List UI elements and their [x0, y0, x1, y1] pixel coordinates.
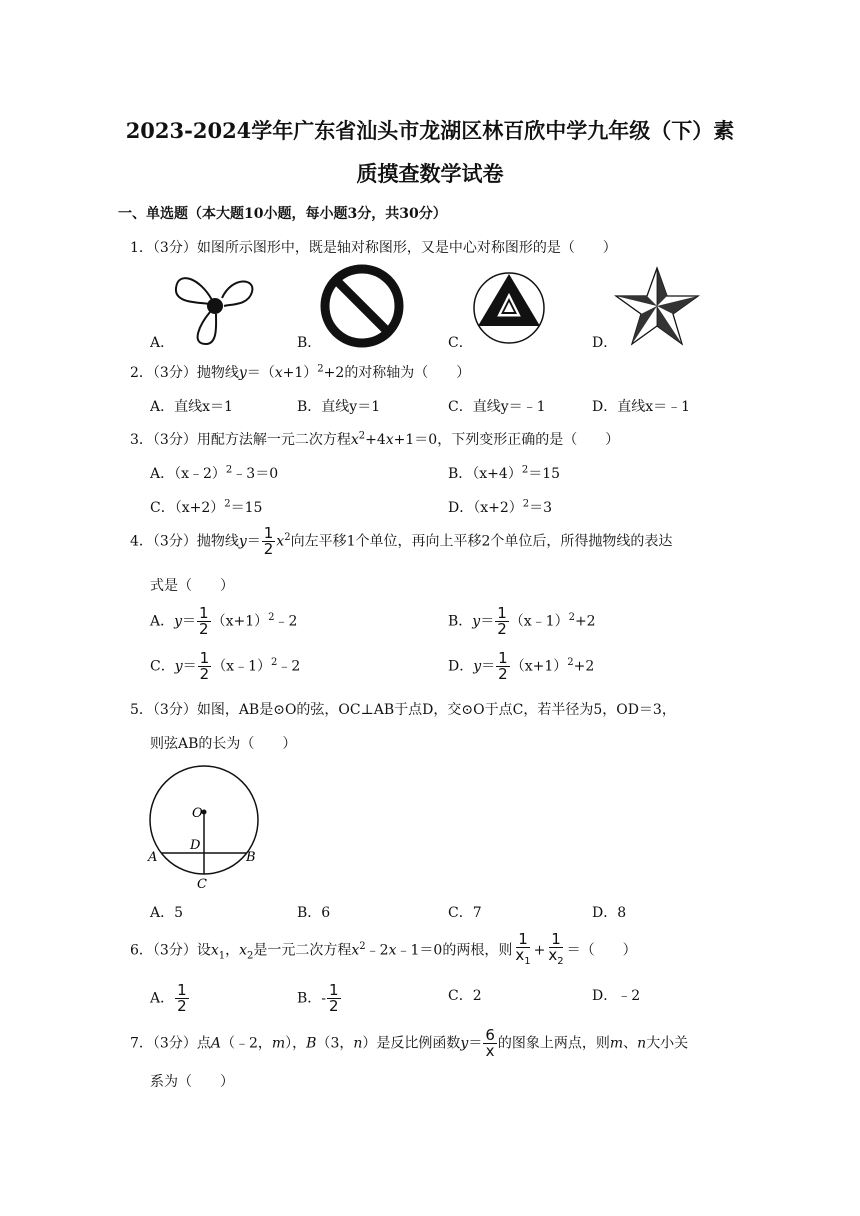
- question-2-stem: 2．（3分）抛物线$y=(x+1)^2+2$的对称轴为（ ）: [130, 363, 471, 381]
- question-4-stem-line2: 式是（ ）: [150, 578, 234, 594]
- q3-option-c: C．$(x+2)^2=15$: [150, 498, 263, 516]
- question-5-stem-line2: 则弦AB的长为（ ）: [150, 736, 297, 752]
- question-5-stem: 5．（3分）如图，AB是⊙O的弦，OC⊥AB于点D，交⊙O于点C，若半径为5，OD＝3，: [130, 702, 676, 718]
- q5-option-a: A．5: [150, 905, 184, 921]
- question-1-stem: 1．（3分）如图所示图形中，既是轴对称图形，又是中心对称图形的是（ ）: [130, 240, 617, 256]
- q4-option-c: C．y＝ $\frac{1}{2}$ （x﹣1）$^2$﹣2: [150, 649, 301, 683]
- q5-option-c: C．7: [448, 905, 482, 921]
- question-4-stem: 4．（3分）抛物线y＝ $\frac{1}{2}$ $x^2$向左平移1个单位，再向上平移2个单位后，所得抛物线的表达: [130, 524, 673, 558]
- fan-figure-icon: [170, 268, 260, 348]
- question-3-stem: 3．（3分）用配方法解一元二次方程$x^2+4x+1=0$，下列变形正确的是（ ）: [130, 430, 620, 448]
- q4-option-a: A．y＝ $\frac{1}{2}$ $(x+1)^2﹣2$: [150, 604, 298, 638]
- label-a: A: [148, 850, 158, 865]
- q3-option-b: B．$(x+4)^2=15$: [448, 464, 561, 482]
- q5-option-d: D．8: [592, 905, 627, 921]
- q2-option-d: D．直线x＝﹣1: [592, 399, 691, 415]
- q1-option-c-label: C．: [448, 335, 473, 351]
- no-sign-figure-icon: [318, 262, 406, 350]
- question-7-stem-line2: 系为（ ）: [150, 1074, 234, 1090]
- q5-option-b: B．6: [297, 905, 331, 921]
- q2-option-b: B．直线y＝1: [297, 399, 381, 415]
- page-title-line1: 2023-2024学年广东省汕头市龙湖区林百欣中学九年级（下）素: [125, 118, 735, 143]
- label-d: D: [190, 838, 201, 853]
- q1-option-b-label: B．: [297, 335, 322, 351]
- label-b: B: [246, 850, 256, 865]
- star-figure-icon: [614, 266, 700, 346]
- q4-option-d: D．y＝ $\frac{1}{2}$ $(x+1)^2+2$: [448, 649, 595, 683]
- section-heading: 一、单选题（本大题10小题，每小题3分，共30分）: [118, 206, 447, 222]
- q4-option-b: B．y＝ $\frac{1}{2}$ （x﹣1）$^2$+2: [448, 604, 596, 638]
- page-title-line2: 质摸查数学试卷: [356, 161, 504, 186]
- q3-option-d: D．$(x+2)^2=3$: [448, 498, 553, 516]
- q6-option-c: C．2: [448, 988, 482, 1004]
- label-o: O: [192, 806, 203, 821]
- question-6-stem: 6．（3分）设$x_1$，$x_2$是一元二次方程$x^2﹣2x﹣1=0$的两根，则 $\frac{1}{x_1}$ + $\frac{1}{x_2}$ ＝（ ）: [130, 930, 637, 967]
- circle-chord-figure: [140, 760, 270, 890]
- q6-option-b: B．- $\frac{1}{2}$: [297, 981, 339, 1015]
- q2-option-c: C．直线y＝﹣1: [448, 399, 546, 415]
- q2-option-a: A．直线x＝1: [150, 399, 233, 415]
- q1-option-a-label: A．: [150, 335, 175, 351]
- q1-option-d-label: D．: [592, 335, 618, 351]
- q3-option-a: A．（x﹣2）$^2$﹣3＝0: [150, 464, 279, 482]
- question-7-stem: 7．（3分）点A（﹣2，m），B（3，n）是反比例函数y＝ $\frac{6}{x}$ 的图象上两点，则m、n大小关: [130, 1026, 689, 1060]
- triangle-in-circle-figure-icon: [472, 268, 546, 346]
- q6-option-d: D．﹣2: [592, 988, 641, 1004]
- label-c: C: [197, 877, 207, 892]
- q6-option-a: A． $\frac{1}{2}$: [150, 981, 187, 1015]
